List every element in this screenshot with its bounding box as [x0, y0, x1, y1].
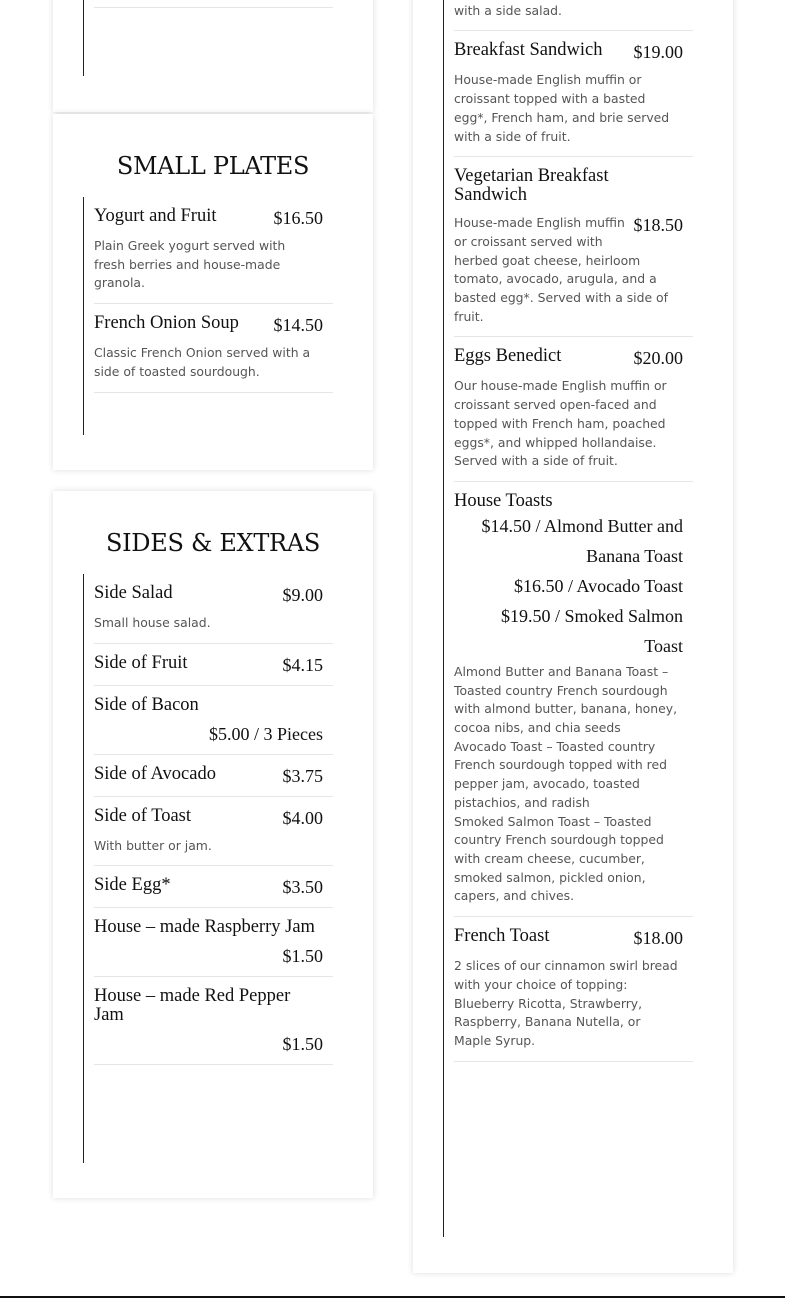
menu-item — [94, 686, 333, 755]
section-title: SIDES & EXTRAS — [105, 529, 320, 557]
item-description: Our house-made English muffin or croissant served open-faced and topped with French ham, poached eggs*, and whipped hollandaise. Served with a side of fruit. — [454, 378, 667, 469]
item-name: Eggs Benedict — [454, 346, 562, 367]
item-price: $18.50 — [633, 215, 683, 236]
menu-card-partial-left — [53, 0, 373, 112]
item-header — [94, 918, 333, 937]
item-price: $4.00 — [282, 807, 323, 828]
menu-card-small-plates — [53, 114, 373, 470]
menu-item — [94, 197, 333, 304]
item-name: Side Salad — [94, 583, 173, 603]
item-price: $9.00 — [282, 585, 323, 605]
item-header — [94, 876, 333, 897]
item-price: $18.00 — [633, 928, 683, 949]
item-header — [94, 584, 333, 605]
item-price: $1.50 — [282, 1034, 323, 1055]
item-name: Side of Toast — [94, 805, 192, 826]
item-name: House – made Red Pepper Jam — [94, 986, 291, 1026]
menu-item — [454, 482, 693, 917]
item-description: Classic French Onion served with a side of toasted sourdough. — [94, 345, 311, 379]
item-description — [454, 663, 693, 906]
item-price: $3.75 — [282, 765, 323, 786]
item-name: House Toasts — [454, 490, 553, 511]
item-description-line: Avocado Toast – Toasted country French sourdough topped with red pepper jam, avocado, toasted pistachios, and radish — [454, 738, 667, 810]
item-name: Side Egg* — [94, 875, 171, 896]
item-header — [94, 765, 333, 786]
item-header — [454, 347, 693, 368]
item-description: Small house salad. — [94, 615, 211, 630]
item-price: $14.50 — [273, 315, 323, 336]
item-header — [454, 492, 693, 511]
menu-item — [94, 574, 333, 644]
item-description: House-made English muffin or croissant served with herbed goat cheese, heirloom tomato, avocado, arugula, and a basted egg*. Served with a side of fruit. — [454, 215, 668, 324]
item-header — [94, 696, 333, 715]
item-price-option: $14.50 / Almond Butter and Banana Toast — [481, 515, 683, 566]
menu-item — [94, 755, 333, 797]
item-name: Side of Bacon — [94, 694, 199, 715]
menu-item — [94, 644, 333, 686]
item-header — [454, 167, 693, 205]
item-list — [83, 197, 333, 435]
item-list — [443, 0, 693, 1237]
menu-item — [94, 797, 333, 867]
item-description: With butter or jam. — [94, 837, 212, 853]
item-header — [454, 41, 693, 62]
item-price-option: $19.50 / Smoked Salmon Toast — [500, 605, 683, 656]
menu-item — [94, 977, 333, 1065]
menu-card-right-column — [413, 0, 733, 1273]
item-name: Vegetarian Breakfast Sandwich — [454, 166, 609, 206]
item-header — [94, 207, 333, 228]
menu-item — [94, 304, 333, 392]
footer-divider — [0, 1296, 785, 1298]
item-description-line: Almond Butter and Banana Toast – Toasted country French sourdough with almond butter, banana, honey, cocoa nibs, and chia seeds — [454, 663, 678, 736]
menu-item — [454, 337, 693, 482]
menu-item — [454, 0, 693, 31]
item-list — [83, 0, 333, 76]
item-price: $4.15 — [282, 654, 323, 675]
item-price: $16.50 — [273, 208, 323, 228]
item-description: with a side salad. — [454, 2, 562, 18]
item-description: 2 slices of our cinnamon swirl bread with your choice of topping: Blueberry Ricotta, Strawberry, Raspberry, Banana Nutella, or Maple Syrup. — [454, 958, 678, 1048]
item-header — [94, 654, 333, 675]
item-price: $20.00 — [633, 348, 683, 369]
item-name: Yogurt and Fruit — [94, 206, 217, 226]
item-name: Breakfast Sandwich — [454, 40, 603, 61]
item-name: French Toast — [454, 926, 550, 947]
item-header — [94, 314, 333, 335]
item-price: $1.50 — [282, 946, 323, 967]
item-description-wrap — [454, 214, 693, 326]
item-price: $5.00 / 3 Pieces — [209, 723, 323, 744]
menu-item — [94, 0, 333, 8]
menu-item — [94, 866, 333, 908]
item-name: French Onion Soup — [94, 313, 239, 334]
item-name: House – made Raspberry Jam — [94, 917, 315, 938]
item-description: Plain Greek yogurt served with fresh berries and house-made granola. — [94, 238, 286, 291]
item-header — [94, 807, 333, 828]
section-title: SMALL PLATES — [116, 152, 310, 180]
item-list — [83, 574, 333, 1163]
item-description: House-made English muffin or croissant topped with a basted egg*, French ham, and brie served with a side of fruit. — [454, 72, 670, 144]
item-price: $19.00 — [633, 42, 683, 63]
item-description-line: Smoked Salmon Toast – Toasted country French sourdough topped with cream cheese, cucumber, smoked salmon, pickled onion, capers, and chives. — [454, 813, 664, 904]
menu-item — [454, 31, 693, 157]
menu-item — [454, 157, 693, 337]
item-header — [94, 987, 333, 1025]
menu-item — [94, 908, 333, 977]
item-name: Side of Avocado — [94, 763, 216, 784]
item-price: $3.50 — [282, 877, 323, 898]
menu-item — [454, 917, 693, 1062]
menu-card-sides-extras — [53, 491, 373, 1198]
item-name: Side of Fruit — [94, 652, 188, 673]
item-header — [454, 927, 693, 948]
item-price-option: $16.50 / Avocado Toast — [513, 575, 683, 596]
